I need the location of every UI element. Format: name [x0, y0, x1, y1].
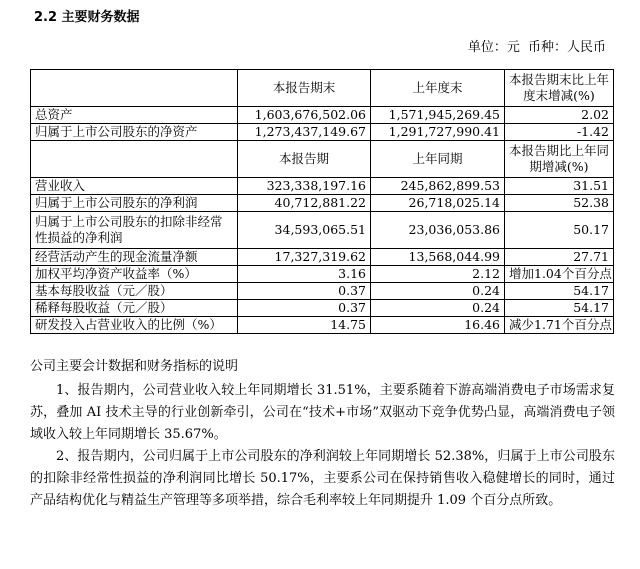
value-cell: 54.17: [505, 283, 614, 300]
notes-paragraph: 2、报告期内，公司归属于上市公司股东的净利润较上年同期增长 52.38%，归属于上市公司股东的扣除非经常性损益的净利润同比增长 50.17%，主要系公司在保持销售收入稳健增长的同时，通过产品结构优化与精益生产管理等多项举措，综合毛利率较上年同期提升 1.09 个百分点所致。: [30, 449, 615, 508]
row-label: 加权平均净资产收益率（%）: [31, 266, 238, 283]
value-cell: 31.51: [505, 178, 614, 195]
value-cell: 3.16: [238, 266, 371, 283]
value-cell: -1.42: [505, 124, 614, 141]
row-label: 归属于上市公司股东的净利润: [31, 195, 238, 212]
value-cell: 23,036,053.86: [371, 212, 505, 249]
value-cell: 26,718,025.14: [371, 195, 505, 212]
value-cell: 1,273,437,149.67: [238, 124, 371, 141]
value-cell: 323,338,197.16: [238, 178, 371, 195]
unit-line: [464, 36, 606, 55]
header-cell: [31, 70, 238, 107]
section-title: 2.2 主要财务数据: [34, 10, 140, 25]
value-cell: 0.24: [371, 300, 505, 317]
value-cell: 13,568,044.99: [371, 249, 505, 266]
value-cell: 50.17: [505, 212, 614, 249]
table-row: [31, 124, 614, 141]
header-cell: 本报告期末: [238, 70, 371, 107]
value-cell: 减少1.71个百分点: [505, 317, 614, 334]
value-cell: 1,603,676,502.06: [238, 107, 371, 124]
row-label: 经营活动产生的现金流量净额: [31, 249, 238, 266]
currency-label: 币种：人民币: [527, 40, 606, 55]
table-header-row: [31, 141, 614, 178]
value-cell: 0.37: [238, 283, 371, 300]
notes-paragraph: 1、报告期内，公司营业收入较上年同期增长 31.51%，主要系随着下游高端消费电子市场需求复苏，叠加 AI 技术主导的行业创新牵引，公司在“技术+市场”双驱动下竞争优势凸显，高端消费电子领域收入较上年同期增长 35.67%。: [30, 383, 615, 442]
value-cell: 增加1.04个百分点: [505, 266, 614, 283]
notes-heading: 公司主要会计数据和财务指标的说明: [30, 359, 239, 374]
table-row: [31, 249, 614, 266]
row-label: 营业收入: [31, 178, 238, 195]
header-cell: 本报告期末比上年度末增减(%): [505, 70, 614, 107]
header-cell: 上年度末: [371, 70, 505, 107]
table-row: [31, 195, 614, 212]
value-cell: 16.46: [371, 317, 505, 334]
row-label: 归属于上市公司股东的净资产: [31, 124, 238, 141]
header-cell: 上年同期: [371, 141, 505, 178]
value-cell: 34,593,065.51: [238, 212, 371, 249]
value-cell: 40,712,881.22: [238, 195, 371, 212]
table-row: [31, 317, 614, 334]
value-cell: 0.37: [238, 300, 371, 317]
financial-data-table: [30, 69, 614, 334]
value-cell: 54.17: [505, 300, 614, 317]
value-cell: 0.24: [371, 283, 505, 300]
row-label: 基本每股收益（元／股）: [31, 283, 238, 300]
value-cell: 245,862,899.53: [371, 178, 505, 195]
table-row: [31, 212, 614, 249]
value-cell: 27.71: [505, 249, 614, 266]
table-row: [31, 178, 614, 195]
value-cell: 14.75: [238, 317, 371, 334]
value-cell: 1,571,945,269.45: [371, 107, 505, 124]
value-cell: 2.02: [505, 107, 614, 124]
unit-label: 单位：元: [467, 40, 520, 55]
row-label: 研发投入占营业收入的比例（%）: [31, 317, 238, 334]
header-cell: 本报告期比上年同期增减(%): [505, 141, 614, 178]
row-label: 总资产: [31, 107, 238, 124]
row-label: 归属于上市公司股东的扣除非经常性损益的净利润: [31, 212, 238, 249]
table-header-row: [31, 70, 614, 107]
notes-section: [30, 356, 615, 512]
value-cell: 17,327,319.62: [238, 249, 371, 266]
row-label: 稀释每股收益（元／股）: [31, 300, 238, 317]
header-cell: [31, 141, 238, 178]
header-cell: 本报告期: [238, 141, 371, 178]
table-row: [31, 283, 614, 300]
value-cell: 2.12: [371, 266, 505, 283]
value-cell: 52.38: [505, 195, 614, 212]
table-row: [31, 300, 614, 317]
table-row: [31, 107, 614, 124]
table-row: [31, 266, 614, 283]
value-cell: 1,291,727,990.41: [371, 124, 505, 141]
